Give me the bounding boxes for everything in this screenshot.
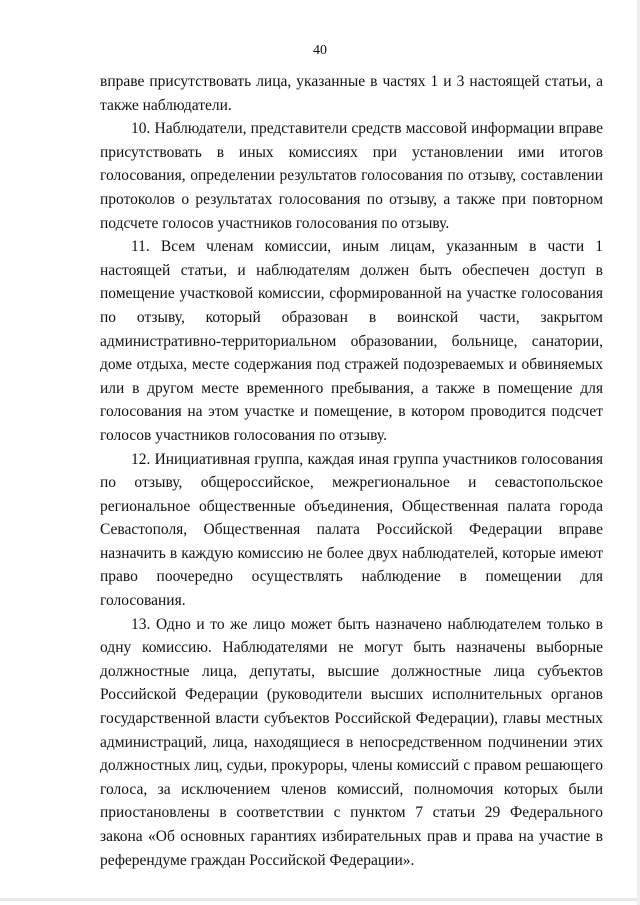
paragraph-11: 11. Всем членам комиссии, иным лицам, указанным в части 1 настоящей статьи, и наблюдателям должен быть обеспечен доступ в помещение участковой комиссии, сформированной на участке голосования по отзыву, который образован в воинской части, закрытом административно-территориальном образовании, больнице, санатории, доме отдыха, месте содержания под стражей подозреваемых и обвиняемых или в другом месте временного пребывания, а также в помещение для голосования на этом участке и помещение, в котором проводится подсчет голосов участников голосования по отзыву. xyxy=(100,238,603,444)
paragraph-continued: вправе присутствовать лица, указанные в частях 1 и 3 настоящей статьи, а также наблюдатели. xyxy=(100,73,603,114)
document-body xyxy=(100,70,603,872)
scan-bottom-edge xyxy=(0,898,640,901)
paragraph-13: 13. Одно и то же лицо может быть назначено наблюдателем только в одну комиссию. Наблюдателями не могут быть назначены выборные должностные лица, депутаты, высшие должностные лица субъектов Российской Федерации (руководители высших исполнительных органов государственной власти субъектов Российской Федерации), главы местных администраций, лица, находящиеся в непосредственном подчинении этих должностных лиц, судьи, прокуроры, члены комиссий с правом решающего голоса, за исключением членов комиссий, полномочия которых были приостановлены в соответствии с пунктом 7 статьи 29 Федерального закона «Об основных гарантиях избирательных прав и права на участие в референдуме граждан Российской Федерации». xyxy=(100,615,603,869)
page-number: 40 xyxy=(313,43,327,58)
paragraph-12: 12. Инициативная группа, каждая иная группа участников голосования по отзыву, общероссийское, межрегиональное и севастопольское региональное общественные объединения, Общественная палата города Севастополя, Общественная палата Российской Федерации вправе назначить в каждую комиссию не более двух наблюдателей, которые имеют право поочередно осуществлять наблюдение в помещении для голосования. xyxy=(100,450,603,610)
paragraph-10: 10. Наблюдатели, представители средств массовой информации вправе присутствовать в иных комиссиях при установлении ими итогов голосования, определении результатов голосования по отзыву, составлении протоколов о результатах голосования по отзыву, а также при повторном подсчете голосов участников голосования по отзыву. xyxy=(100,120,603,232)
